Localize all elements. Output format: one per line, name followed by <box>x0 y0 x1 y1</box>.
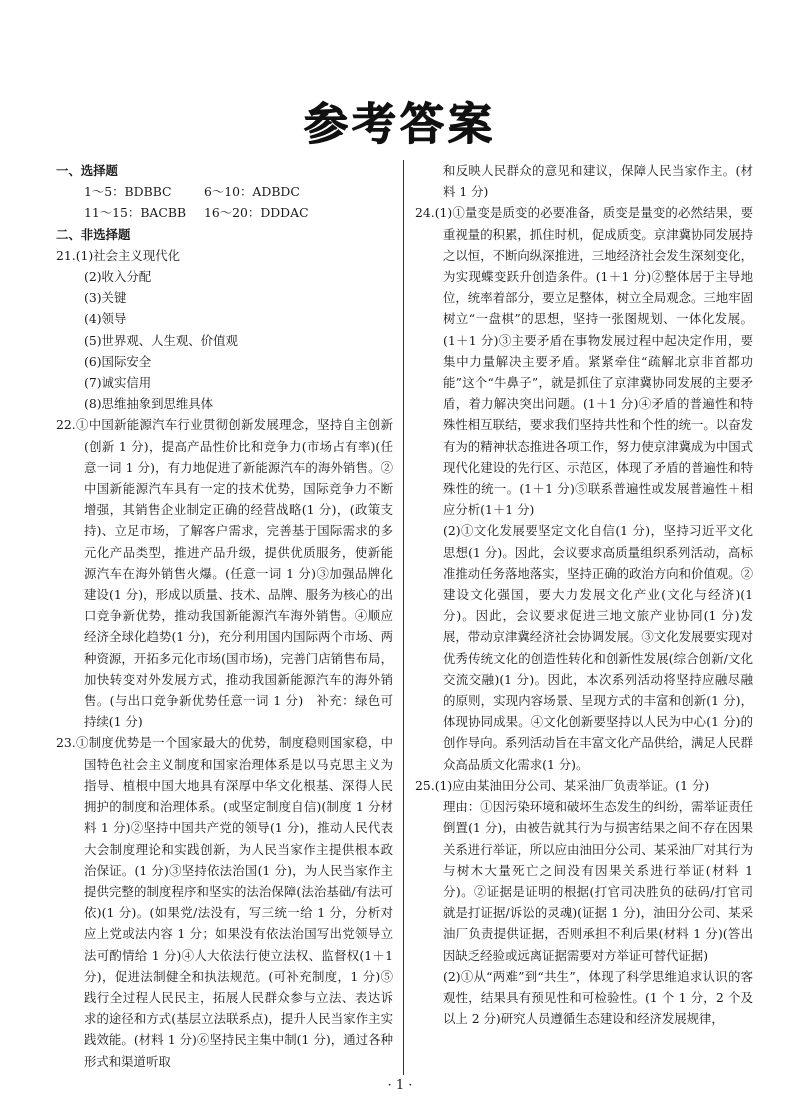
answer-21-6: (6)国际安全 <box>84 353 152 369</box>
choice-answers-row-1 <box>56 181 393 202</box>
answer-21-8: (8)思维抽象到思维具体 <box>84 396 214 412</box>
answer-23-continued: 和反映人民群众的意见和建议，保障人民当家作主。(材料 1 分) <box>443 163 753 200</box>
answer-23: 23.①制度优势是一个国家最大的优势，制度稳则国家稳，中国特色社会主义制度和国家治理体系是以马克思主义为指导、植根中国大地具有深厚中华文化根基、深得人民拥护的制度和治理体系。(或坚定制度自信)(制度 1 分材料 1 分)②坚持中国共产党的领导(1 分)，推动人民代表大会制度理论和实践创新，为人民当家作主提供根本政治保证。(1 分)③坚持依法治国(1 分)，为人民当家作主提供完整的制度程序和坚实的法治保障(法治基础/有法可依)(1 分)。(如果党/法没有，写三统一给 1 分，分析对应上党或法内容 1 分；如果没有依法治国写出党领导立法可酌情给 1 分)④人大依法行使立法权、监督权(1＋1 分)，促进法制健全和执法规范。(可补充制度，1 分)⑤践行全过程人民民主，拓展人民群众参与立法、表达诉求的途径和方式(基层立法联系点)，提升人民当家作主实践效能。(材料 1 分)⑥坚持民主集中制(1 分)，通过各种形式和渠道听取 <box>56 735 393 1069</box>
choice-answer: 11～15：BACBB <box>84 205 187 221</box>
answer-21-1: 21.(1)社会主义现代化 <box>56 247 180 263</box>
section-heading-choice: 一、选择题 <box>56 163 118 178</box>
page-title: 参考答案 <box>304 99 496 150</box>
left-column <box>56 160 393 1072</box>
answer-21-3: (3)关键 <box>84 290 127 306</box>
choice-answer: 6～10：ADBDC <box>204 184 300 200</box>
answer-21-2: (2)收入分配 <box>84 269 152 285</box>
right-column <box>415 160 753 1029</box>
choice-answer: 16～20：DDDAC <box>204 205 309 221</box>
answer-21-4: (4)领导 <box>84 311 127 327</box>
answer-25-1-reason: 理由：①因污染环境和破坏生态发生的纠纷，需举证责任倒置(1 分)，由被告就其行为与损害结果之间不存在因果关系进行举证，所以应由油田分公司、某采油厂对其行为与树木大量死亡之间没有因果关系进行举证(材料 1 分)。②证据是证明的根据(打官司决胜负的砝码/打官司就是打证据/诉讼的灵魂)(证据 1 分)，油田分公司、某采油厂负责提供证据，否则承担不利后果(材料 1 分)(答出因缺乏经验或远离证据需要对方举证可替代证据) <box>443 799 753 963</box>
answer-25-2: (2)①从“两难”到“共生”，体现了科学思维追求认识的客观性，结果具有预见性和可检验性。(1 个 1 分，2 个及以上 2 分)研究人员遵循生态建设和经济发展规律， <box>443 968 753 1027</box>
answer-21-5: (5)世界观、人生观、价值观 <box>84 332 238 348</box>
answer-24-2: (2)①文化发展要坚定文化自信(1 分)，坚持习近平文化思想(1 分)。因此，会议要求高质量组织系列活动，高标准推动任务落地落实，坚持正确的政治方向和价值观。②建设文化强国，要大力发展文化产业(文化与经济)(1 分)。因此，会议要求促进三地文旅产业协同(1 分)发展，带动京津冀经济社会协调发展。③文化发展要实现对优秀传统文化的创造性转化和创新性发展(综合创新/文化交流交融)(1 分)。因此，本次系列活动将坚持应融尽融的原则，实现内容场景、呈现方式的丰富和创新(1 分)，体现协同成果。④文化创新要坚持以人民为中心(1 分)的创作导向。系列活动旨在丰富文化产品供给，满足人民群众高品质文化需求(1 分)。 <box>443 523 753 772</box>
section-heading-nonchoice: 二、非选择题 <box>56 226 131 242</box>
answer-24-1: 24.(1)①量变是质变的必要准备，质变是量变的必然结果，要重视量的积累，抓住时机，促成质变。京津冀协同发展持之以恒，不断向纵深推进，三地经济社会发生深刻变化，为实现蝶变跃升创造条件。(1＋1 分)②整体居于主导地位，统率着部分，要立足整体，树立全局观念。三地牢固树立“一盘棋”的思想，坚持一张图规划、一体化发展。(1＋1 分)③主要矛盾在事物发展过程中起决定作用，要集中力量解决主要矛盾。紧紧牵住“疏解北京非首都功能”这个“牛鼻子”，就是抓住了京津冀协同发展的主要矛盾，着力解决突出问题。(1＋1 分)④矛盾的普遍性和特殊性相互联结，要求我们坚持共性和个性的统一。以奋发有为的精神状态推进各项工作，努力使京津冀成为中国式现代化建设的先行区、示范区，体现了矛盾的普遍性和特殊性的统一。(1＋1 分)⑤联系普遍性或发展普遍性＋相应分析(1＋1 分) <box>415 205 753 518</box>
page-number: · 1 · <box>387 1078 413 1093</box>
column-divider <box>403 160 404 1075</box>
choice-answer: 1～5：BDBBC <box>84 184 172 200</box>
answer-25-1: 25.(1)应由某油田分公司、某采油厂负责举证。(1 分) <box>415 777 710 793</box>
answer-21-7: (7)诚实信用 <box>84 375 152 391</box>
choice-answers-row-2 <box>56 202 393 223</box>
answer-22: 22.①中国新能源汽车行业贯彻创新发展理念，坚持自主创新(创新 1 分)，提高产品性价比和竞争力(市场占有率)(任意一词 1 分)，有力地促进了新能源汽车的海外销售。②中国新能源汽车具有一定的技术优势，国际竞争力不断增强，其销售企业制定正确的经营战略(1 分)，(政策支持)、立足市场，了解客户需求，完善基于国际需求的多元化产品类型，推进产品升级，提供优质服务，使新能源汽车在海外销售火爆。(任意一词 1 分)③加强品牌化建设(1 分)，形成以质量、技术、品牌、服务为核心的出口竞争新优势，推动我国新能源汽车海外销售。④顺应经济全球化趋势(1 分)，充分利用国内国际两个市场、两种资源，开拓多元化市场(国市场)，完善门店销售布局，加快转变对外发展方式，推动我国新能源汽车的海外销售。(与出口竞争新优势任意一词 1 分) 补充：绿色可持续(1 分) <box>56 417 393 730</box>
